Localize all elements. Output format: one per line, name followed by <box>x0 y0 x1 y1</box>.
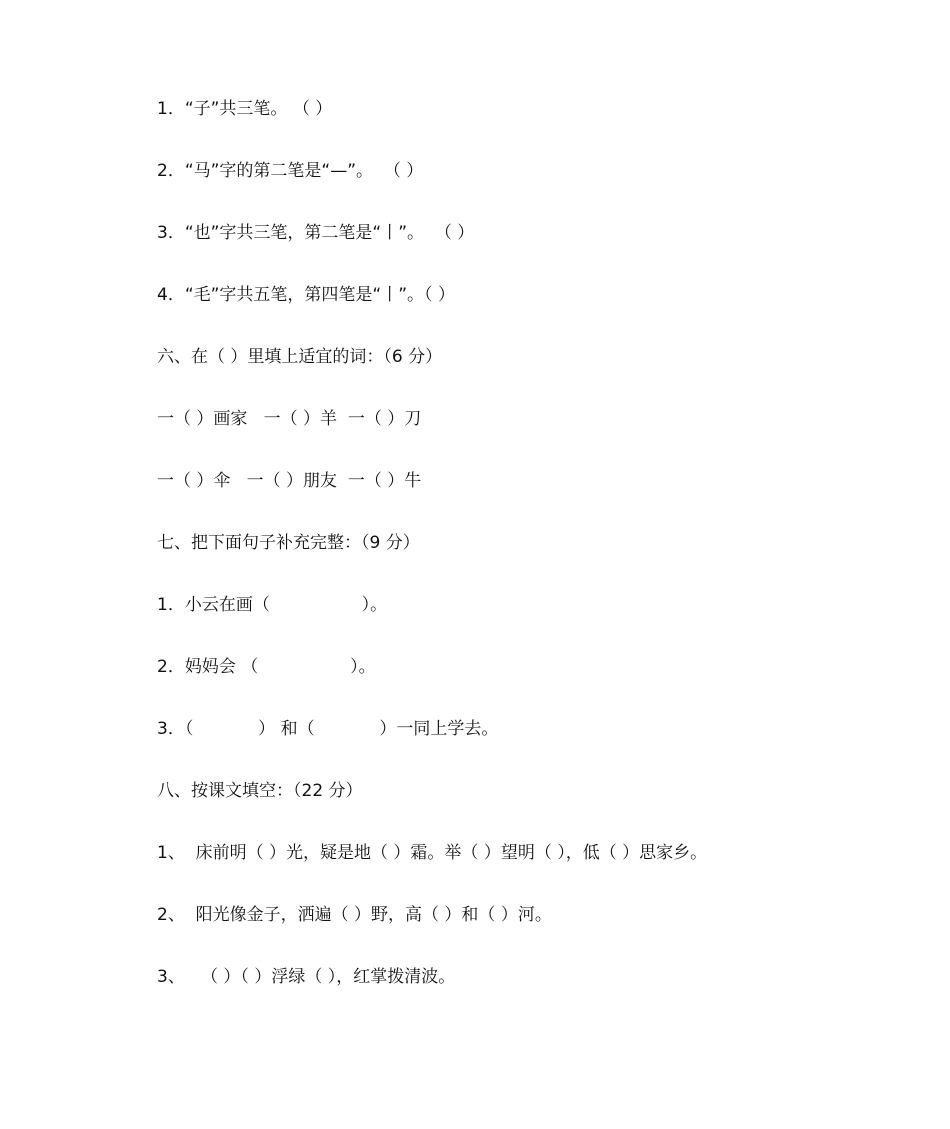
question-line: 2、 阳光像金子，洒遍（ ）野，高（ ）和（ ）河。 <box>157 905 552 925</box>
section-heading: 七、把下面句子补充完整：（9 分） <box>157 533 420 553</box>
question-line: 1．小云在画（ ）。 <box>157 595 388 615</box>
question-line: 3、 （ ）（ ）浮绿（ ），红掌拨清波。 <box>157 967 456 987</box>
question-line: 4．“毛”字共五笔，第四笔是“丨”。（ ） <box>157 285 455 305</box>
question-line: 一（ ）伞 一（ ）朋友 一（ ）牛 <box>157 471 422 491</box>
question-line: 1．“子”共三笔。 （ ） <box>157 99 333 119</box>
question-line: 1、 床前明（ ）光，疑是地（ ）霜。举（ ）望明（ ），低（ ）思家乡。 <box>157 843 708 863</box>
document-body <box>157 95 917 1025</box>
question-line: 2．妈妈会 （ ）。 <box>157 657 376 677</box>
question-line: 一（ ）画家 一（ ）羊 一（ ）刀 <box>157 409 422 429</box>
section-heading: 八、按课文填空：（22 分） <box>157 781 363 801</box>
question-line: 2．“马”字的第二笔是“—”。 （ ） <box>157 161 424 181</box>
question-line: 3．（ ） 和（ ）一同上学去。 <box>157 719 499 739</box>
question-line: 3．“也”字共三笔，第二笔是“丨”。 （ ） <box>157 223 475 243</box>
section-heading: 六、在（ ）里填上适宜的词：（6 分） <box>157 347 443 367</box>
